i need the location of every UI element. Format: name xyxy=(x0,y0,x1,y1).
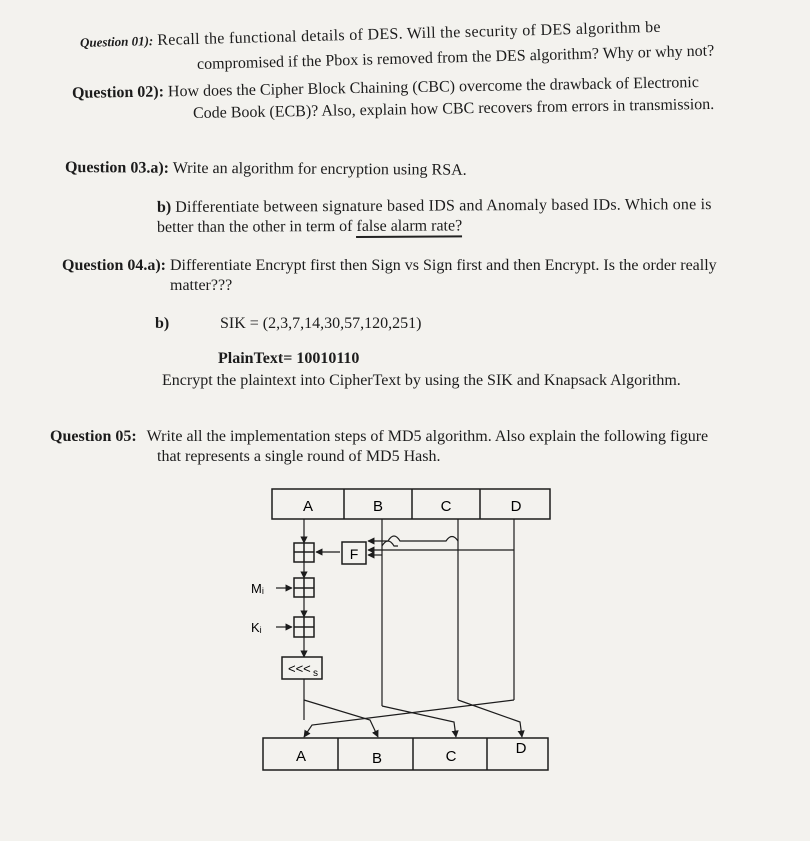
top-register-c: C xyxy=(440,498,452,515)
top-register-a: A xyxy=(302,498,314,515)
question-04a-line2: matter??? xyxy=(170,277,233,294)
question-02-line2: Code Book (ECB)? Also, explain how CBC recovers from errors in transmission. xyxy=(192,95,715,122)
question-05-line2: that represents a single round of MD5 Hash. xyxy=(157,448,441,465)
question-03b-text: Differentiate between signature based IDS and Anomaly based IDs. Which one is xyxy=(175,196,712,216)
adder-boxes xyxy=(294,543,314,637)
question-05-text: Write all the implementation steps of MD5 algorithm. Also explain the following figure xyxy=(146,428,709,445)
question-01-line2: compromised if the Pbox is removed from the DES algorithm? Why or why not? xyxy=(196,42,715,73)
question-01-text: Recall the functional details of DES. Will the security of DES algorithm be xyxy=(157,18,661,49)
bottom-register-d: D xyxy=(515,740,527,757)
left-rotate-amount: s xyxy=(313,668,318,679)
bottom-register-c: C xyxy=(445,748,457,765)
question-02-text: How does the Cipher Block Chaining (CBC) overcome the drawback of Electronic xyxy=(167,74,700,101)
question-03b-line2-prefix: better than the other in term of xyxy=(156,217,353,236)
plaintext-value: PlainText= 10010110 xyxy=(218,350,360,367)
question-05-label: Question 05: xyxy=(50,428,137,445)
left-rotate-label: <<< xyxy=(288,661,311,676)
question-03a-text: Write an algorithm for encryption using RSA. xyxy=(172,159,467,179)
top-register-block xyxy=(272,489,550,519)
top-register-d: D xyxy=(510,498,522,515)
question-03b-label: b) xyxy=(156,198,172,216)
message-input-label: Mᵢ xyxy=(251,581,264,596)
question-03a-label: Question 03.a): xyxy=(64,159,170,177)
question-04a-label: Question 04.a): xyxy=(62,257,166,274)
question-02-label: Question 02): xyxy=(71,83,165,102)
bottom-register-a: A xyxy=(295,748,307,765)
question-04b-label: b) xyxy=(155,315,170,332)
false-alarm-rate-underlined: false alarm rate? xyxy=(356,217,462,238)
question-04a-text: Differentiate Encrypt first then Sign vs Sign first and then Encrypt. Is the order really xyxy=(170,257,717,274)
function-f-label: F xyxy=(349,546,359,562)
constant-input-label: Kᵢ xyxy=(251,620,262,635)
question-04b-instruction: Encrypt the plaintext into CipherText by using the SIK and Knapsack Algorithm. xyxy=(162,372,681,389)
sik-values: SIK = (2,3,7,14,30,57,120,251) xyxy=(220,315,422,332)
bottom-register-b: B xyxy=(371,750,383,767)
question-01-label: Question 01): xyxy=(79,33,154,50)
top-register-b: B xyxy=(372,498,384,515)
